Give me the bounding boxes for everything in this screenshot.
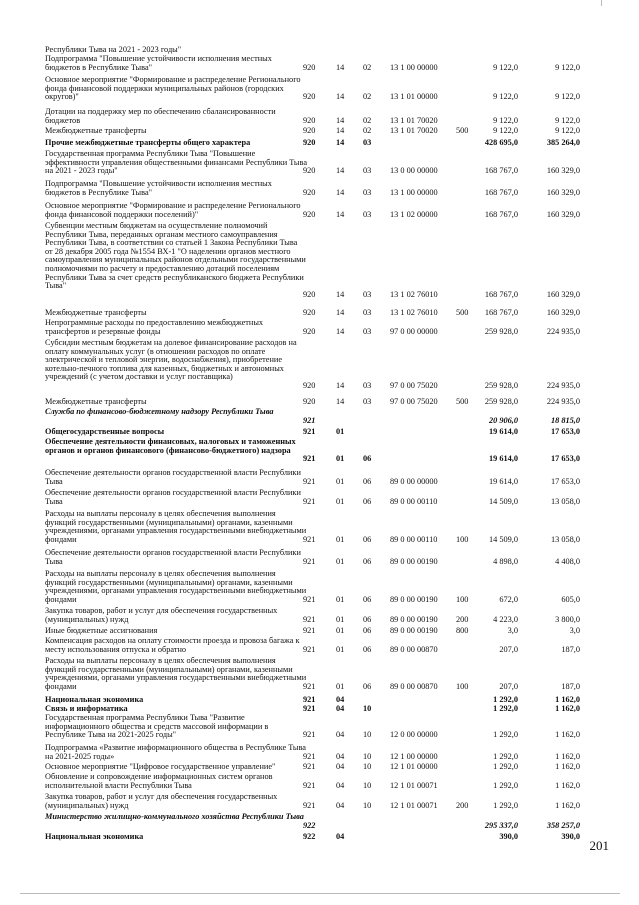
cell-csr: 89 0 00 00190 [390, 626, 438, 635]
cell-csr: 13 0 00 00000 [390, 166, 438, 176]
table-row [0, 202, 639, 219]
cell-ved: 920 [303, 166, 316, 176]
row-name: Обеспечение деятельности органов государственной власти Республики Тыва [45, 548, 301, 566]
cell-pr: 03 [363, 381, 372, 390]
cell-amount-2: 17 653,0 [550, 454, 580, 464]
table-row [0, 428, 639, 437]
cell-amount-2: 390,0 [561, 832, 580, 841]
cell-amount-2: 9 122,0 [555, 115, 580, 125]
cell-rz: 14 [336, 138, 345, 147]
cell-amount-1: 672,0 [499, 594, 518, 604]
cell-csr: 89 0 00 00110 [390, 534, 438, 544]
row-name: Обновление и сопровождение информационных систем органов исполнительной власти Республики Тыва [45, 772, 273, 790]
cell-amount-2: 17 653,0 [550, 427, 580, 436]
row-name: Прочие межбюджетные трансферты общего характера [45, 138, 251, 147]
table-row [0, 222, 639, 299]
row-name: Государственная программа Республики Тыва "Повышение эффективности управления общественными финансами Республики Тыва на 2021 - 2023 годы" [45, 149, 307, 176]
cell-ved: 921 [303, 681, 316, 691]
cell-csr: 13 1 01 70020 [390, 115, 438, 125]
cell-ved: 921 [303, 534, 316, 544]
row-name: Национальная экономика [45, 832, 144, 841]
table-row [0, 108, 639, 125]
cell-amount-2: 160 329,0 [546, 166, 580, 176]
cell-pr: 10 [363, 800, 372, 810]
cell-amount-1: 168 767,0 [484, 166, 518, 176]
cell-ved: 920 [303, 187, 316, 197]
cell-amount-1: 168 767,0 [484, 308, 518, 317]
cell-amount-2: 3,0 [569, 626, 580, 635]
cell-ved: 920 [303, 381, 316, 390]
cell-ved: 920 [303, 138, 316, 147]
cell-pr: 03 [363, 187, 372, 197]
cell-ved: 920 [303, 92, 316, 102]
cell-amount-2: 1 162,0 [555, 800, 580, 810]
cell-csr: 12 1 01 00000 [390, 762, 438, 771]
cell-ved: 921 [303, 644, 316, 654]
cell-pr: 06 [363, 534, 372, 544]
cell-rz: 01 [336, 556, 345, 566]
cell-ved: 920 [303, 397, 316, 406]
cell-amount-1: 14 509,0 [488, 534, 518, 544]
cell-ved: 921 [303, 762, 316, 771]
cell-csr: 97 0 00 75020 [390, 397, 438, 406]
cell-csr: 13 1 02 76010 [390, 289, 438, 299]
cell-pr: 02 [363, 115, 372, 125]
table-row [0, 339, 639, 391]
row-name: Межбюджетные трансферты [45, 126, 147, 135]
cell-csr: 12 1 01 00071 [390, 800, 438, 810]
row-name: Иные бюджетные ассигнования [45, 626, 158, 635]
row-name: Межбюджетные трансферты [45, 308, 147, 317]
cell-rz: 01 [336, 427, 345, 436]
cell-vr: 500 [456, 308, 469, 317]
cell-pr: 03 [363, 209, 372, 219]
row-name: Республики Тыва на 2021 - 2023 годы" [45, 45, 182, 54]
cell-amount-2: 385 264,0 [546, 138, 580, 147]
table-row [0, 549, 639, 566]
cell-amount-1: 19 614,0 [488, 427, 518, 436]
row-name: Министерство жилищно-коммунального хозяйства Республики Тыва [45, 812, 304, 821]
table-row [0, 309, 639, 318]
cell-amount-1: 259 928,0 [484, 397, 518, 406]
row-name: Связь и информатика [45, 704, 128, 713]
cell-rz: 01 [336, 454, 345, 464]
cell-vr: 200 [456, 800, 469, 810]
cell-amount-2: 1 162,0 [555, 695, 580, 704]
cell-pr: 06 [363, 594, 372, 604]
cell-amount-2: 18 815,0 [550, 415, 580, 425]
cell-amount-1: 9 122,0 [493, 126, 518, 135]
row-name: Расходы на выплаты персоналу в целях обеспечения выполнения функций государственными (муниципальными) органами, казенными учреждениями, органами управления государственными внебюджетными фондами [45, 509, 307, 544]
table-row [0, 438, 639, 464]
row-name: Подпрограмма "Повышение устойчивости исполнения местных бюджетов в Республике Тыва" [45, 54, 272, 72]
row-name: Основное мероприятие "Формирование и распределение Регионального фонда финансовой поддержки поселений)" [45, 201, 301, 219]
cell-ved: 921 [303, 800, 316, 810]
table-row [0, 793, 639, 810]
cell-rz: 01 [336, 681, 345, 691]
cell-pr: 03 [363, 138, 372, 147]
row-name: Национальная экономика [45, 695, 144, 704]
cell-amount-1: 1 292,0 [493, 751, 518, 761]
cell-rz: 04 [336, 695, 345, 704]
cell-csr: 89 0 00 00190 [390, 614, 438, 624]
row-name: Служба по финансово-бюджетному надзору Республики Тыва [45, 407, 274, 416]
cell-ved: 921 [303, 476, 316, 486]
cell-amount-1: 4 898,0 [493, 556, 518, 566]
cell-vr: 200 [456, 614, 469, 624]
cell-pr: 02 [363, 92, 372, 102]
cell-amount-2: 358 257,0 [546, 820, 580, 830]
cell-pr: 03 [363, 308, 372, 317]
cell-amount-1: 1 292,0 [493, 762, 518, 771]
row-name: Подпрограмма «Развитие информационного общества в Республике Тыва на 2021-2025 годы» [45, 743, 306, 761]
cell-amount-2: 605,0 [561, 594, 580, 604]
cell-pr: 10 [363, 762, 372, 771]
cell-rz: 14 [336, 209, 345, 219]
row-name: Компенсация расходов на оплату стоимости проезда и провоза багажа к месту использования отпуска и обратно [45, 636, 300, 654]
cell-ved: 921 [303, 415, 316, 425]
cell-ved: 921 [303, 730, 316, 740]
row-name: Непрограммные расходы по предоставлению межбюджетных трансфертов и резервные фонды [45, 318, 264, 336]
cell-amount-1: 207,0 [499, 644, 518, 654]
cell-amount-1: 168 767,0 [484, 187, 518, 197]
cell-ved: 921 [303, 496, 316, 506]
cell-rz: 04 [336, 751, 345, 761]
cell-csr: 89 0 00 00190 [390, 594, 438, 604]
cell-amount-1: 259 928,0 [484, 326, 518, 336]
cell-ved: 920 [303, 62, 316, 72]
cell-amount-2: 13 058,0 [550, 534, 580, 544]
cell-amount-2: 160 329,0 [546, 209, 580, 219]
cell-amount-2: 1 162,0 [555, 751, 580, 761]
cell-amount-2: 3 800,0 [555, 614, 580, 624]
cell-csr: 13 1 01 00000 [390, 92, 438, 102]
cell-rz: 14 [336, 397, 345, 406]
cell-amount-2: 160 329,0 [546, 308, 580, 317]
row-name: Субсидии местным бюджетам на долевое финансирование расходов на оплату коммунальных услуг (в отношении расходов по оплате электрической и тепловой энергии, водоснабжения), приобретение котельно-печного топлива для казенных, бюджетных и автономных учреждений (с учетом доставки и услуг поставщика) [45, 338, 297, 382]
cell-amount-2: 1 162,0 [555, 704, 580, 713]
cell-pr: 06 [363, 644, 372, 654]
cell-amount-2: 9 122,0 [555, 62, 580, 72]
row-name: Обеспечение деятельности органов государственной власти Республики Тыва [45, 468, 301, 486]
cell-ved: 921 [303, 454, 316, 464]
cell-rz: 14 [336, 92, 345, 102]
row-name: Основное мероприятие "Цифровое государственное управление" [45, 762, 276, 771]
cell-pr: 10 [363, 780, 372, 790]
cell-pr: 02 [363, 62, 372, 72]
table-row [0, 55, 639, 72]
cell-amount-1: 1 292,0 [493, 695, 518, 704]
cell-rz: 01 [336, 614, 345, 624]
row-name: Закупка товаров, работ и услуг для обеспечения государственных (муниципальных) нужд [45, 792, 278, 810]
cell-pr: 06 [363, 614, 372, 624]
cell-amount-1: 207,0 [499, 681, 518, 691]
cell-pr: 03 [363, 166, 372, 176]
table-row [0, 180, 639, 197]
cell-pr: 10 [363, 704, 372, 713]
cell-rz: 01 [336, 594, 345, 604]
cell-amount-1: 1 292,0 [493, 780, 518, 790]
cell-pr: 10 [363, 751, 372, 761]
cell-amount-1: 168 767,0 [484, 209, 518, 219]
cell-ved: 920 [303, 289, 316, 299]
page-number: 201 [589, 838, 609, 853]
table-row [0, 657, 639, 691]
table-row [0, 714, 639, 740]
scan-mark [601, 0, 602, 6]
cell-vr: 500 [456, 397, 469, 406]
cell-rz: 01 [336, 644, 345, 654]
cell-amount-2: 9 122,0 [555, 92, 580, 102]
row-name: Обеспечение деятельности финансовых, налоговых и таможенных органов и органов финансового (финансово-бюджетного) надзора [45, 437, 296, 455]
cell-vr: 500 [456, 126, 469, 135]
cell-rz: 04 [336, 832, 345, 841]
table-row [0, 833, 639, 842]
cell-csr: 13 1 02 76010 [390, 308, 438, 317]
cell-rz: 04 [336, 780, 345, 790]
cell-csr: 97 0 00 75020 [390, 381, 438, 390]
cell-csr: 89 0 00 00000 [390, 476, 438, 486]
cell-rz: 04 [336, 762, 345, 771]
cell-rz: 14 [336, 308, 345, 317]
cell-pr: 06 [363, 681, 372, 691]
cell-amount-1: 19 614,0 [488, 454, 518, 464]
cell-amount-1: 14 509,0 [488, 496, 518, 506]
cell-rz: 14 [336, 166, 345, 176]
cell-amount-2: 224 935,0 [546, 381, 580, 390]
cell-rz: 04 [336, 730, 345, 740]
row-name: Расходы на выплаты персоналу в целях обеспечения выполнения функций государственными (муниципальными) органами, казенными учреждениями, органами управления государственными внебюджетными фондами [45, 656, 307, 691]
cell-ved: 922 [303, 832, 316, 841]
cell-ved: 922 [303, 820, 316, 830]
cell-pr: 06 [363, 626, 372, 635]
table-row [0, 627, 639, 636]
cell-rz: 14 [336, 289, 345, 299]
cell-ved: 920 [303, 308, 316, 317]
cell-amount-2: 1 162,0 [555, 730, 580, 740]
cell-ved: 921 [303, 704, 316, 713]
cell-ved: 920 [303, 326, 316, 336]
cell-amount-2: 17 653,0 [550, 476, 580, 486]
cell-amount-2: 224 935,0 [546, 326, 580, 336]
cell-pr: 10 [363, 730, 372, 740]
cell-rz: 01 [336, 496, 345, 506]
cell-amount-2: 160 329,0 [546, 187, 580, 197]
cell-csr: 12 1 00 00000 [390, 751, 438, 761]
cell-pr: 03 [363, 326, 372, 336]
cell-rz: 01 [336, 534, 345, 544]
table-row [0, 76, 639, 102]
cell-ved: 921 [303, 594, 316, 604]
table-row [0, 637, 639, 654]
cell-amount-2: 1 162,0 [555, 762, 580, 771]
cell-amount-2: 224 935,0 [546, 397, 580, 406]
table-row [0, 570, 639, 604]
cell-pr: 03 [363, 397, 372, 406]
cell-amount-1: 9 122,0 [493, 92, 518, 102]
cell-pr: 06 [363, 556, 372, 566]
cell-amount-2: 9 122,0 [555, 126, 580, 135]
cell-csr: 89 0 00 00870 [390, 681, 438, 691]
cell-csr: 12 0 00 00000 [390, 730, 438, 740]
cell-vr: 100 [456, 681, 469, 691]
cell-amount-1: 1 292,0 [493, 704, 518, 713]
cell-csr: 13 1 00 00000 [390, 187, 438, 197]
cell-csr: 13 1 02 00000 [390, 209, 438, 219]
cell-rz: 14 [336, 62, 345, 72]
cell-amount-2: 160 329,0 [546, 289, 580, 299]
cell-ved: 920 [303, 209, 316, 219]
cell-pr: 03 [363, 289, 372, 299]
cell-csr: 89 0 00 00190 [390, 556, 438, 566]
cell-pr: 02 [363, 126, 372, 135]
table-row [0, 469, 639, 486]
cell-csr: 97 0 00 00000 [390, 326, 438, 336]
cell-csr: 13 1 00 00000 [390, 62, 438, 72]
table-row [0, 510, 639, 544]
cell-vr: 100 [456, 534, 469, 544]
cell-amount-2: 13 058,0 [550, 496, 580, 506]
cell-ved: 921 [303, 751, 316, 761]
cell-ved: 921 [303, 626, 316, 635]
cell-amount-1: 390,0 [499, 832, 518, 841]
cell-rz: 14 [336, 326, 345, 336]
row-name: Подпрограмма "Повышение устойчивости исполнения местных бюджетов в Республике Тыва" [45, 179, 272, 197]
row-name: Межбюджетные трансферты [45, 397, 147, 406]
cell-rz: 14 [336, 187, 345, 197]
cell-rz: 01 [336, 626, 345, 635]
cell-amount-1: 1 292,0 [493, 800, 518, 810]
cell-amount-2: 187,0 [561, 644, 580, 654]
table-row [0, 773, 639, 790]
cell-amount-1: 1 292,0 [493, 730, 518, 740]
cell-amount-1: 9 122,0 [493, 62, 518, 72]
table-row [0, 150, 639, 176]
row-name: Закупка товаров, работ и услуг для обеспечения государственных (муниципальных) нужд [45, 606, 278, 624]
table-row [0, 489, 639, 506]
table-row [0, 813, 639, 830]
table-row [0, 408, 639, 425]
cell-ved: 921 [303, 556, 316, 566]
table-row [0, 607, 639, 624]
cell-rz: 04 [336, 704, 345, 713]
cell-ved: 920 [303, 115, 316, 125]
cell-amount-1: 168 767,0 [484, 289, 518, 299]
cell-rz: 04 [336, 800, 345, 810]
cell-amount-1: 19 614,0 [488, 476, 518, 486]
cell-rz: 14 [336, 381, 345, 390]
row-name: Расходы на выплаты персоналу в целях обеспечения выполнения функций государственными (муниципальными) органами, казенными учреждениями, органами управления государственными внебюджетными фондами [45, 569, 307, 604]
cell-amount-2: 187,0 [561, 681, 580, 691]
cell-csr: 89 0 00 00110 [390, 496, 438, 506]
cell-amount-1: 9 122,0 [493, 115, 518, 125]
cell-csr: 12 1 01 00071 [390, 780, 438, 790]
cell-amount-1: 428 695,0 [484, 138, 518, 147]
table-row [0, 744, 639, 761]
cell-pr: 06 [363, 496, 372, 506]
cell-csr: 13 1 01 70020 [390, 126, 438, 135]
cell-rz: 14 [336, 115, 345, 125]
cell-amount-1: 295 337,0 [484, 820, 518, 830]
cell-amount-1: 4 223,0 [493, 614, 518, 624]
cell-rz: 01 [336, 476, 345, 486]
cell-ved: 920 [303, 126, 316, 135]
cell-csr: 89 0 00 00870 [390, 644, 438, 654]
cell-ved: 921 [303, 780, 316, 790]
row-name: Обеспечение деятельности органов государственной власти Республики Тыва [45, 488, 301, 506]
row-name: Государственная программа Республики Тыва "Развитие информационного общества и средств массовой информации в Республике Тыва на 2021-2025 годы" [45, 713, 269, 740]
row-name: Общегосударственные вопросы [45, 427, 165, 436]
cell-vr: 100 [456, 594, 469, 604]
table-row [0, 398, 639, 407]
cell-amount-1: 3,0 [507, 626, 518, 635]
cell-ved: 921 [303, 695, 316, 704]
cell-amount-1: 20 906,0 [488, 415, 518, 425]
scan-bottom-line [20, 893, 620, 894]
cell-pr: 06 [363, 454, 372, 464]
cell-pr: 06 [363, 476, 372, 486]
cell-ved: 921 [303, 427, 316, 436]
row-name: Субвенции местным бюджетам на осуществление полномочий Республики Тыва, переданных органам местного самоуправления Республики Тыва, в соответствии со статьей 1 Закона Республики Тыва от 28 декабря 2005 года №1554 ВХ-1 "О наделении органов местного самоуправления муниципальных районов отдельными государственными полномочиями по расчету и предоставлению дотаций поселениям Республики Тыва за счет средств республиканского бюджета Республики Тыва" [45, 221, 306, 291]
cell-amount-2: 1 162,0 [555, 780, 580, 790]
cell-amount-2: 4 408,0 [555, 556, 580, 566]
table-row [0, 139, 639, 148]
cell-vr: 800 [456, 626, 469, 635]
table-row [0, 127, 639, 136]
row-name: Дотации на поддержку мер по обеспечению сбалансированности бюджетов [45, 107, 276, 125]
row-name: Основное мероприятие "Формирование и распределение Регионального фонда финансовой поддержки муниципальных районов (городских округов)" [45, 75, 301, 102]
cell-amount-1: 259 928,0 [484, 381, 518, 390]
cell-rz: 14 [336, 126, 345, 135]
table-row [0, 763, 639, 772]
cell-ved: 921 [303, 614, 316, 624]
table-row [0, 319, 639, 336]
